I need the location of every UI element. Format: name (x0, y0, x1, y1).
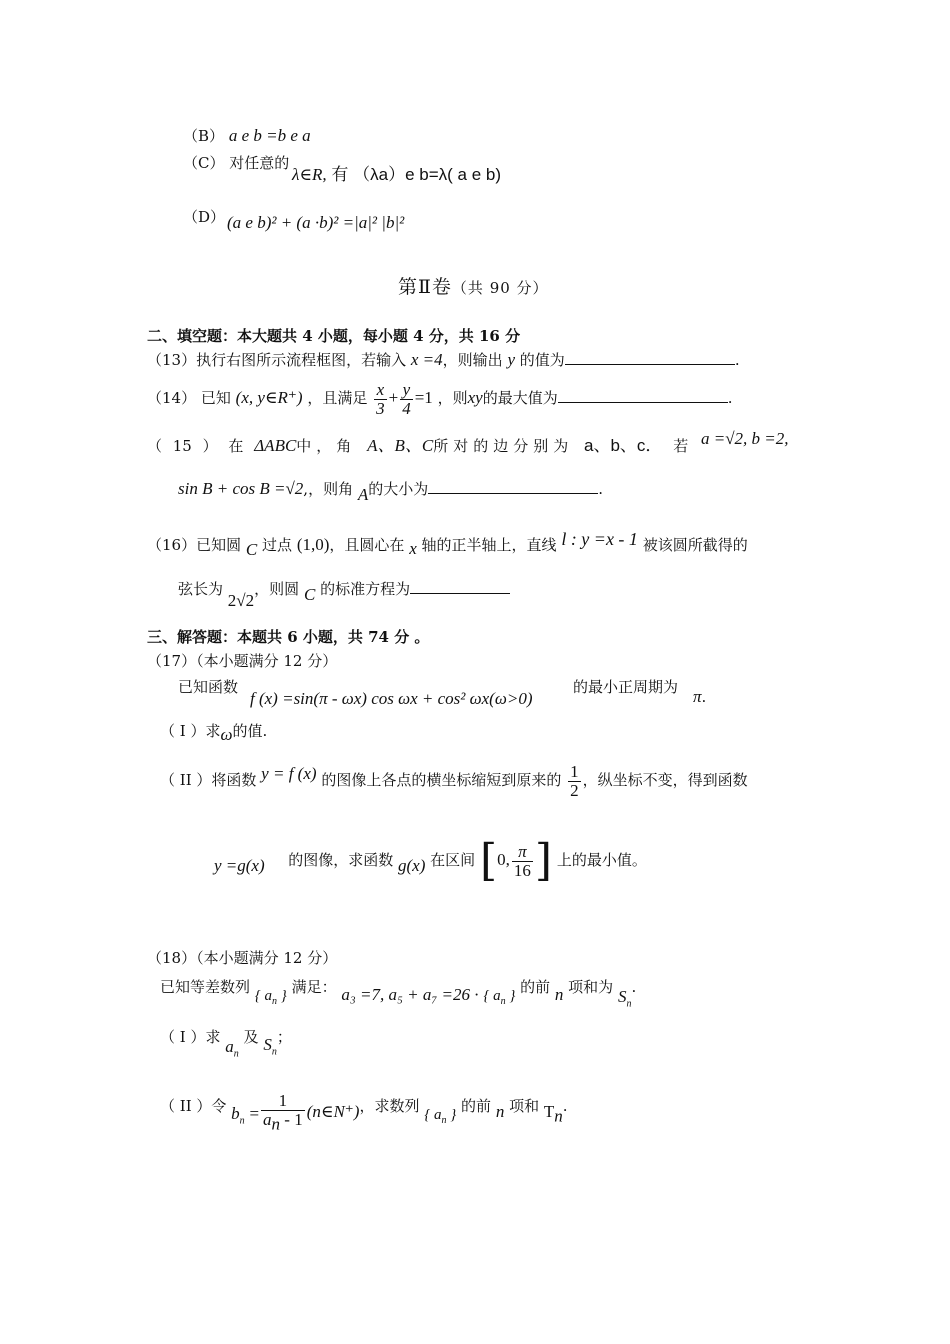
q17-part2 (160, 750, 748, 810)
q16-text-d: 轴的正半轴上，直线 (421, 536, 557, 554)
q15-text-a: 在 (228, 437, 244, 455)
q13-expr: x =4 (410, 350, 443, 369)
q16 (147, 529, 748, 559)
q16-answer-blank (410, 579, 510, 594)
q16-line: l : y =x - 1 (561, 529, 638, 549)
q13-answer-blank (565, 350, 735, 365)
q17-pi-wrap (693, 686, 706, 708)
q17-interval-frac: $\frac{\pi}{16}$ (513, 841, 531, 880)
q18-end: . (631, 978, 637, 996)
q14-xy: xy (467, 388, 483, 407)
q18-bn: $b_n$ (231, 1104, 245, 1127)
q17-p1-label: （ I ）求 (160, 722, 221, 740)
q14-end: . (727, 389, 733, 407)
option-c-you: 有 (331, 165, 349, 184)
q17-part1 (160, 720, 267, 742)
q17-num: （17）（本小题满分 12 分） (147, 652, 338, 670)
q16-x: x (409, 539, 417, 558)
q14-frac-y: $\frac{y}{4}$ (402, 379, 411, 418)
q17-given: 已知函数 (178, 678, 239, 696)
q14-answer-blank (558, 388, 728, 403)
q16-line2-c: 的标准方程为 (320, 580, 411, 598)
q16-text-a: 已知圆 (196, 536, 242, 554)
q18-given-line (160, 976, 637, 1010)
q15-sides: a、b、c． (584, 436, 663, 455)
q15-text-b: 中，角 (296, 437, 357, 455)
q15 (147, 435, 688, 457)
q13 (147, 349, 740, 371)
q18-given: 已知等差数列 (160, 978, 251, 996)
q18-bn-frac: $\frac{1}{a_n - 1}$ (263, 1091, 303, 1134)
part2-title-main: 第Ⅱ卷 (398, 276, 452, 298)
q18-cond2: (n∈N⁺) (306, 1102, 360, 1121)
q18-Sn: $S_n$ (617, 987, 632, 1010)
q16-C2: C (303, 585, 316, 604)
q17-y-gx: y =g(x) (214, 856, 265, 875)
q13-end: . (734, 351, 740, 369)
q17-period: 的最小正周期为 (573, 678, 679, 696)
q15-cond: a =√2, b =2, (701, 429, 789, 448)
q15-tri: ΔABC (254, 436, 297, 455)
q14-text-b: ，且满足 (307, 389, 368, 407)
q18-p2-text: ，求数列 (359, 1097, 420, 1115)
q18-num: （18）（本小题满分 12 分） (147, 949, 338, 967)
option-d-expr-wrap (227, 212, 404, 234)
q13-num: （13） (147, 351, 197, 369)
option-c-label: （C） (183, 154, 225, 172)
q17-interval-a: 0, (497, 850, 510, 869)
q18-and: 及 (243, 1028, 259, 1046)
option-d-label: （D） (183, 208, 226, 226)
q17-fx: f (x) =sin(π - ωx) cos ωx + cos² ωx(ω>0) (250, 689, 533, 708)
q18-text-b: 项和为 (568, 978, 614, 996)
q18-text-a: 的前 (520, 978, 551, 996)
q13-var-y: y (507, 350, 516, 369)
q15-abc: A、B、C (367, 436, 434, 455)
option-c-expr (292, 164, 501, 186)
q17-p2-tail: ，纵坐标不变，得到函数 (582, 771, 748, 789)
q16-pt: (1,0) (296, 535, 330, 554)
q14: （14） 已知 (x, y∈R⁺) ，且满足 $\frac{x}{3}$ + $\frac{y}{4}$ =1 ，则xy的最大值为 . (147, 379, 733, 418)
q14-cond: (x, y∈R⁺) (235, 388, 303, 407)
q17-y-fx: y = f (x) (261, 764, 317, 783)
q18-p1-Sn: $S_n$ (263, 1035, 277, 1058)
q13-text-b: ，则输出 (442, 351, 503, 369)
q15-text-c: 所对的边分别为 (433, 437, 574, 455)
q16-line2-b: ，则圆 (254, 580, 300, 598)
q18-part1 (160, 1026, 292, 1060)
q17-bracket-left: [ (479, 835, 498, 886)
q17-gx: g(x) (398, 856, 426, 875)
q13-text-a: 执行右图所示流程框图，若输入 (196, 351, 407, 369)
q18-p1-an: $a_n$ (225, 1037, 239, 1060)
q15-line2-text: ,，则角 (303, 480, 354, 498)
q17-p2-b: 的图像，求函数 (288, 851, 394, 869)
option-b-label: （B） (183, 127, 225, 145)
q15-line2-expr: sin B + cos B =√2 (178, 479, 304, 498)
q15-num: （ 15 ） (147, 437, 218, 455)
q17-p2-text: 的图像上各点的横坐标缩短到原来的 (321, 771, 562, 789)
q17-fx-wrap (250, 688, 532, 710)
q15-text-d: 若 (673, 437, 689, 455)
option-c (183, 152, 289, 174)
option-d-expr: (a e b)² + (a ·b)² =|a|² |b|² (227, 213, 405, 232)
q18-satisfy: 满足： (291, 978, 337, 996)
q17-p1-tail: 的值. (232, 722, 268, 740)
q16-line2 (178, 578, 510, 610)
q16-text-c: ，且圆心在 (329, 536, 405, 554)
q16-num: （16） (147, 536, 197, 554)
q15-line2-tail: 的大小为 (368, 480, 429, 498)
q17-pi: π (693, 687, 702, 706)
q18-p1-label: （ I ）求 (160, 1028, 221, 1046)
option-b-expr: a e b =b e a (228, 126, 311, 145)
q17-half: $\frac{1}{2}$ (570, 761, 579, 800)
q15-line2 (178, 478, 604, 504)
q18-an-2: { $a_n$ } (483, 988, 516, 1007)
q18-n: n (554, 985, 564, 1004)
q18-p2-tail-b: 项和 (509, 1097, 540, 1115)
q16-text-e: 被该圆所截得的 (642, 536, 748, 554)
q16-chord: 2√2 (227, 591, 255, 610)
q15-angle: A (357, 485, 369, 504)
section3-heading: 三、解答题：本题共 6 小题，共 74 分 。 (147, 628, 430, 646)
option-d (183, 206, 225, 228)
q16-text-b: 过点 (262, 536, 293, 554)
part2-subtitle: （共 90 分） (451, 279, 549, 297)
q17-part2-line2 (214, 830, 647, 890)
q18-an-1: { $a_n$ } (254, 988, 287, 1007)
section2-heading: 二、填空题：本大题共 4 小题，每小题 4 分，共 16 分 (147, 327, 521, 345)
q18-part2: （ II ）令 $b_n$ = $\frac{1}{a_n - 1}$ (n∈N⁺)，求数列 { $a_n$ } 的前 n 项和 $T_n$. (160, 1091, 568, 1134)
q16-C: C (245, 540, 258, 559)
q14-num: （14） (147, 389, 197, 407)
option-c-prefix: 对任意的 (229, 154, 290, 172)
q14-frac-x: $\frac{x}{3}$ (376, 379, 385, 418)
option-c-lambda: λ∈R, (292, 165, 327, 184)
q18-p2-end: . (562, 1097, 568, 1115)
option-c-expr-b: （λa）e b=λ( a e b) (353, 165, 502, 184)
q17-omega: ω (220, 725, 233, 744)
q18-p2-an: { $a_n$ } (424, 1107, 457, 1126)
q17-p2-c: 在区间 (430, 851, 476, 869)
q14-eq: =1 (414, 388, 433, 407)
q17-end: . (701, 688, 707, 706)
q15-answer-blank (428, 479, 598, 494)
q18-p2-label: （ II ）令 (160, 1097, 227, 1115)
q17-p2-d: 上的最小值。 (556, 851, 647, 869)
q16-line2-a: 弦长为 (178, 580, 224, 598)
q18-p2-n: n (495, 1102, 505, 1121)
q15-end: . (598, 480, 604, 498)
q13-text-c: 的值为 (519, 351, 565, 369)
q18-semi: ； (276, 1028, 292, 1046)
part2-title (398, 276, 549, 299)
q14-text-c: ，则 (437, 389, 468, 407)
option-b (183, 125, 311, 147)
q18-Tn: $T_n$ (543, 1102, 563, 1126)
q17-period-wrap (573, 676, 678, 698)
q15-cond-wrap (701, 428, 789, 450)
q14-text-d: 的最大值为 (482, 389, 558, 407)
q18-cond: a₃ =7, a₅ + a₇ =26 · (341, 985, 479, 1004)
q17-bracket-right: ] (534, 835, 553, 886)
q14-text-a: 已知 (200, 389, 231, 407)
q18-p2-tail-a: 的前 (461, 1097, 492, 1115)
q17-p2-label: （ II ）将函数 (160, 771, 257, 789)
